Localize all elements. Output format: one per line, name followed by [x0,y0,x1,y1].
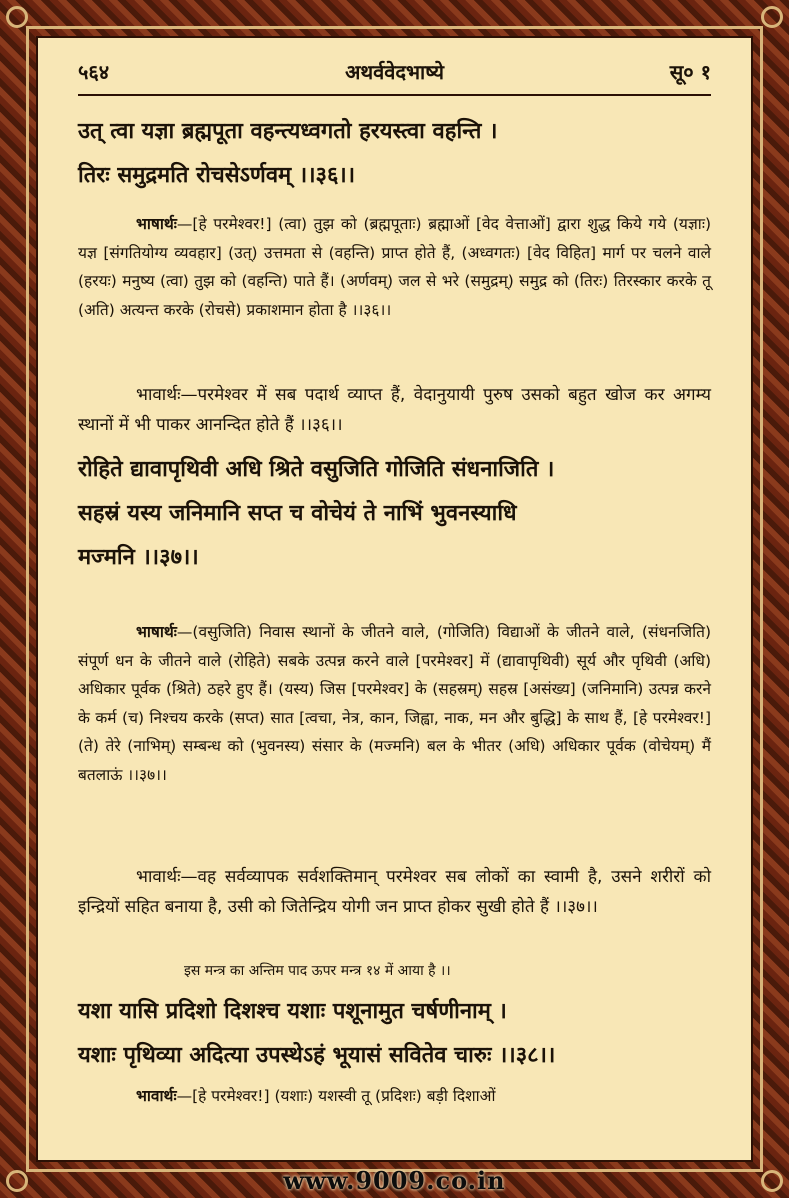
paragraph-label: भावार्थः [136,1087,177,1105]
paragraph-text: —(वसुजिति) निवास स्थानों के जीतने वाले, (गोजिति) विद्याओं के जीतने वाले, (संधनजिति) संपूर्ण धन के जीतने वाले (रोहिते) सबके उत्पन्न करने वाले [परमेश्वर] में (द्यावापृथिवी) सूर्य और पृथिवी (अधि) अधिकार पूर्वक (श्रिते) ठहरे हुए हैं। (यस्य) जिस [परमेश्वर] के (सहस्रम्) सहस्र [असंख्य] (जनिमानि) उत्पन्न करने के कर्म (च) निश्चय करके (सप्त) सात [त्वचा, नेत्र, कान, जिह्वा, नाक, मन और बुद्धि] के साथ हैं, [हे परमेश्वर!] (ते) तेरे (नाभिम्) सम्बन्ध को (भुवनस्य) संसार के (मज्मनि) बल के भीतर (अधि) अधिकार पूर्वक (वोचेयम्) मैं बतलाऊं ।।३७।। [78,623,711,784]
note-text: इस मन्त्र का अन्तिम पाद ऊपर मन्त्र १४ में आया है ।। [184,963,451,979]
verse-38 [78,990,711,1078]
header-rule [78,94,711,96]
bhashartha-37 [78,618,711,789]
verse-line: यशा यासि प्रदिशो दिशश्च यशाः पशूनामुत चर्षणीनाम् । [78,999,507,1024]
paragraph-label: भावार्थः [136,867,181,887]
paragraph-text: —[हे परमेश्वर!] (यशाः) यशस्वी तू (प्रदिशः) बड़ी दिशाओं [176,1087,496,1105]
website-watermark: www.9009.co.in [283,1166,506,1195]
book-page [36,36,753,1162]
page-header [78,58,711,92]
verse-line: उत् त्वा यज्ञा ब्रह्मपूता वहन्त्यध्वगतो हरयस्त्वा वहन्ति । [78,119,498,144]
paragraph-text: —परमेश्वर में सब पदार्थ व्याप्त हैं, वेदानुयायी पुरुष उसको बहुत खोज कर अगम्य स्थानों में भी पाकर आनन्दित होते हैं ।।३६।। [78,385,711,435]
bhashartha-36 [78,210,711,324]
verse-line: सहस्रं यस्य जनिमानि सप्त च वोचेयं ते नाभिं भुवनस्याधि [78,501,517,526]
paragraph-label: भाषार्थः [136,215,177,233]
verse-line: रोहिते द्यावापृथिवी अधि श्रिते वसुजिति गोजिति संधनाजिति । [78,457,555,482]
book-title: अथर्ववेदभाष्ये [345,60,444,84]
page-number: ५६४ [78,60,110,84]
verse-line: तिरः समुद्रमति रोचसेऽर्णवम् ।।३६।। [78,163,356,188]
bhavartha-37 [78,862,711,922]
paragraph-text: —[हे परमेश्वर!] (त्वा) तुझ को (ब्रह्मपूताः) ब्रह्माओं [वेद वेत्ताओं] द्वारा शुद्ध किये गये (यज्ञाः) यज्ञ [संगतियोग्य व्यवहार] (उत्) उत्तमता से (वहन्ति) प्राप्त होते हैं, (अध्वगतः) [वेद विहित] मार्ग पर चलने वाले (हरयः) मनुष्य (त्वा) तुझ को (वहन्ति) पाते हैं। (अर्णवम्) जल से भरे (समुद्रम्) समुद्र को (तिरः) तिरस्कार करके तू (अति) अत्यन्त करके (रोचसे) प्रकाशमान होता है ।।३६।। [78,215,711,319]
verse-line: मज्मनि ।।३७।। [78,545,199,570]
verse-line: यशाः पृथिव्या अदित्या उपस्थेऽहं भूयासं सवितेव चारुः ।।३८।। [78,1043,556,1068]
paragraph-label: भाषार्थः [136,623,177,641]
paragraph-label: भावार्थः [136,385,181,405]
verse-37 [78,448,711,580]
verse-36 [78,110,711,198]
bhashartha-38 [78,1082,711,1111]
corner-ornament-icon [6,6,28,28]
corner-ornament-icon [761,6,783,28]
mantra-note [78,960,711,982]
section-label: सू० १ [669,60,711,84]
paragraph-text: —वह सर्वव्यापक सर्वशक्तिमान् परमेश्वर सब लोकों का स्वामी है, उसने शरीरों को इन्द्रियों सहित बनाया है, उसी को जितेन्द्रिय योगी जन प्राप्त होकर सुखी होते हैं ।।३७।। [78,867,711,917]
bhavartha-36 [78,380,711,440]
